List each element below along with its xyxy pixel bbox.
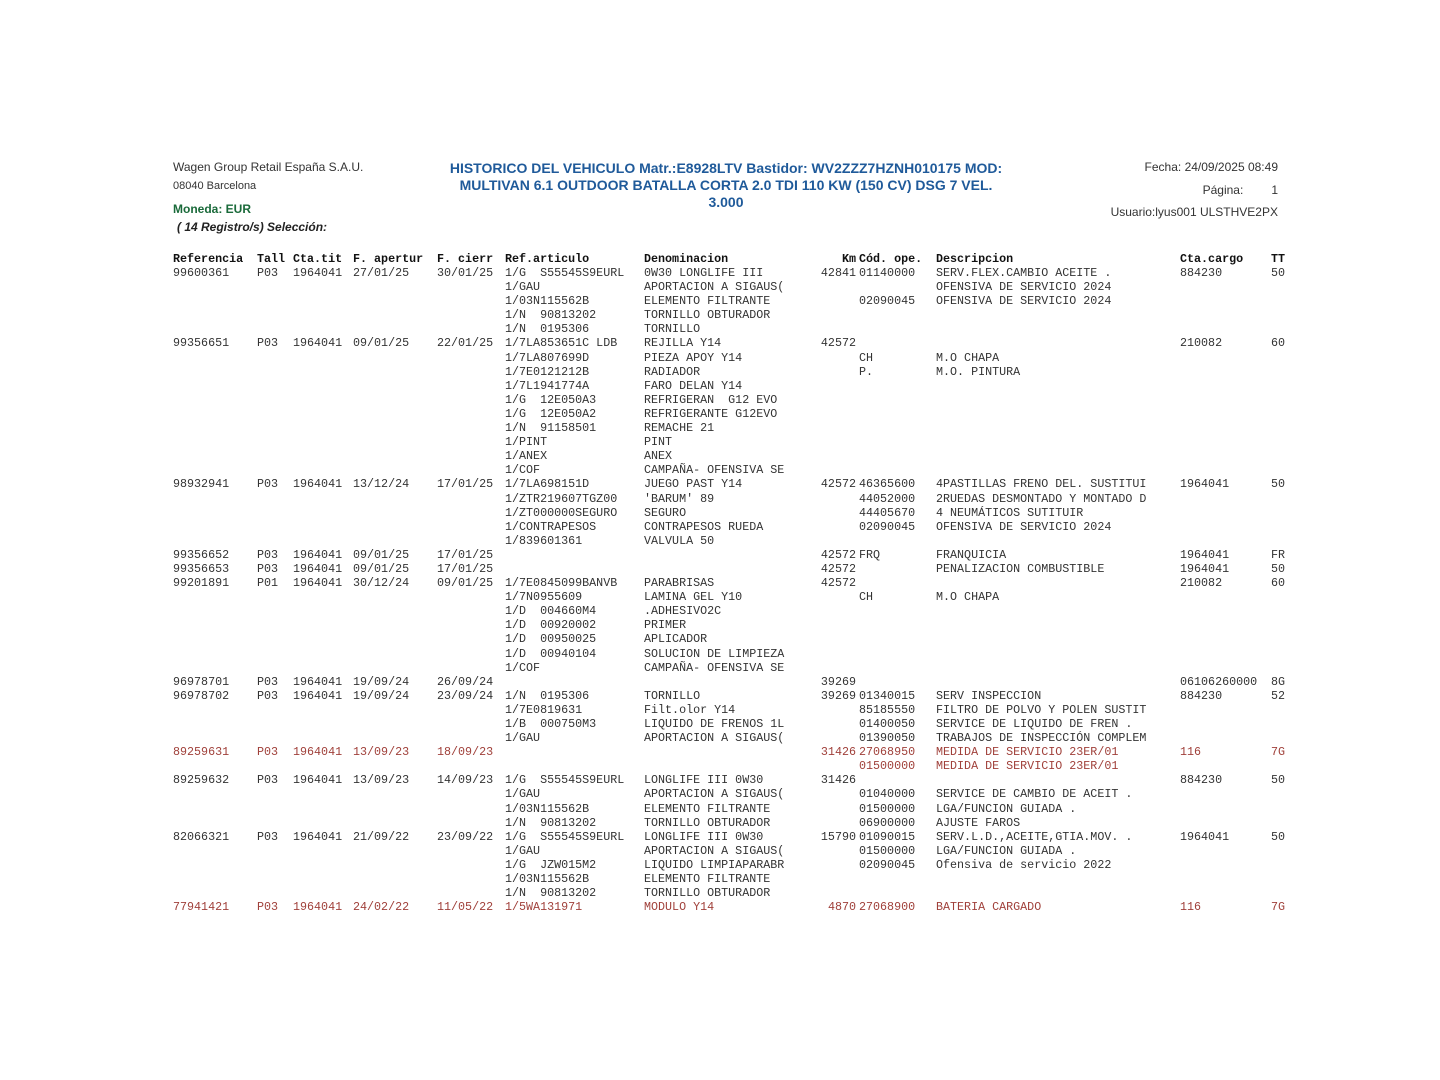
page-number: 1 bbox=[1271, 183, 1278, 197]
cell-fecha-cierre: 17/01/25 bbox=[437, 561, 494, 576]
cell-taller: P03 bbox=[257, 547, 279, 562]
cell-referencia: 89259631 bbox=[173, 745, 230, 760]
cell-km: 39269 bbox=[820, 674, 856, 689]
cell-codigo-operacion: 46365600 bbox=[859, 477, 916, 492]
cell-km: 31426 bbox=[820, 745, 856, 760]
cell-descripcion: OFENSIVA DE SERVICIO 2024 bbox=[936, 280, 1112, 295]
table-row bbox=[0, 844, 1440, 858]
table-row bbox=[0, 294, 1440, 308]
table-row bbox=[0, 703, 1440, 717]
cell-ref-articulo: 1/G S55545S9EURL bbox=[505, 829, 625, 844]
cell-descripcion: 4 NEUMÁTICOS SUTITUIR bbox=[936, 505, 1084, 520]
table-row bbox=[0, 308, 1440, 322]
cell-ref-articulo: 1/GAU bbox=[505, 843, 541, 858]
cell-ref-articulo: 1/GAU bbox=[505, 280, 541, 295]
table-row bbox=[0, 830, 1440, 844]
cell-km: 42572 bbox=[820, 477, 856, 492]
cell-referencia: 99356652 bbox=[173, 547, 230, 562]
cell-codigo-operacion: 44405670 bbox=[859, 505, 916, 520]
cell-ref-articulo: 1/PINT bbox=[505, 435, 548, 450]
cell-ref-articulo: 1/G 12E050A3 bbox=[505, 392, 597, 407]
cell-ref-articulo: 1/COF bbox=[505, 660, 541, 675]
cell-codigo-operacion: CH bbox=[859, 350, 874, 365]
cell-denominacion: Filt.olor Y14 bbox=[644, 702, 736, 717]
cell-descripcion: 4PASTILLAS FRENO DEL. SUSTITUI bbox=[936, 477, 1147, 492]
cell-denominacion: TORNILLO OBTURADOR bbox=[644, 886, 771, 901]
cell-tt: 52 bbox=[1271, 688, 1286, 703]
cell-ref-articulo: 1/ZTR219607TGZ00 bbox=[505, 491, 618, 506]
cell-tt: 50 bbox=[1271, 773, 1286, 788]
cell-taller: P03 bbox=[257, 745, 279, 760]
cell-ref-articulo: 1/COF bbox=[505, 463, 541, 478]
cell-denominacion: JUEGO PAST Y14 bbox=[644, 477, 743, 492]
cell-codigo-operacion: 44052000 bbox=[859, 491, 916, 506]
cell-fecha-cierre: 23/09/24 bbox=[437, 688, 494, 703]
cell-ref-articulo: 1/7L1941774A bbox=[505, 378, 590, 393]
cell-codigo-operacion: 01500000 bbox=[859, 801, 916, 816]
table-row bbox=[0, 661, 1440, 675]
cell-fecha-apertura: 09/01/25 bbox=[353, 561, 410, 576]
cell-tt: 50 bbox=[1271, 829, 1286, 844]
cell-ref-articulo: 1/ZT000000SEGURO bbox=[505, 505, 618, 520]
cell-denominacion: REFRIGERANTE G12EVO bbox=[644, 406, 778, 421]
cell-descripcion: LGA/FUNCION GUIADA . bbox=[936, 801, 1077, 816]
report-date: Fecha: 24/09/2025 08:49 bbox=[1144, 160, 1278, 174]
cell-referencia: 96978701 bbox=[173, 674, 230, 689]
report-title-line3: 3.000 bbox=[708, 194, 744, 210]
table-row bbox=[0, 351, 1440, 365]
cell-ref-articulo: 1/7LA853651C LDB bbox=[505, 336, 618, 351]
table-row bbox=[0, 787, 1440, 801]
cell-fecha-apertura: 13/09/23 bbox=[353, 745, 410, 760]
cell-denominacion: LAMINA GEL Y10 bbox=[644, 590, 743, 605]
company-city: 08040 Barcelona bbox=[173, 180, 257, 192]
cell-denominacion: ELEMENTO FILTRANTE bbox=[644, 801, 771, 816]
cell-referencia: 99356653 bbox=[173, 561, 230, 576]
cell-denominacion: TORNILLO OBTURADOR bbox=[644, 308, 771, 323]
table-row bbox=[0, 858, 1440, 872]
cell-ref-articulo: 1/CONTRAPESOS bbox=[505, 519, 597, 534]
cell-denominacion: FARO DELAN Y14 bbox=[644, 378, 743, 393]
report-title bbox=[436, 160, 1016, 211]
cell-referencia: 82066321 bbox=[173, 829, 230, 844]
cell-taller: P03 bbox=[257, 674, 279, 689]
cell-codigo-operacion: CH bbox=[859, 590, 874, 605]
cell-denominacion: ELEMENTO FILTRANTE bbox=[644, 872, 771, 887]
cell-cta-cargo: 116 bbox=[1180, 745, 1202, 760]
cell-cta-cargo: 06106260000 bbox=[1180, 674, 1258, 689]
table-row bbox=[0, 900, 1440, 914]
cell-ref-articulo: 1/7E0121212B bbox=[505, 364, 590, 379]
table-row bbox=[0, 365, 1440, 379]
table-row bbox=[0, 463, 1440, 477]
col-fecha-cierre: F. cierr bbox=[437, 252, 494, 266]
cell-descripcion: M.O. PINTURA bbox=[936, 364, 1021, 379]
cell-ref-articulo: 1/03N115562B bbox=[505, 294, 590, 309]
cell-descripcion: OFENSIVA DE SERVICIO 2024 bbox=[936, 294, 1112, 309]
table-row bbox=[0, 280, 1440, 294]
table-row bbox=[0, 477, 1440, 491]
cell-ref-articulo: 1/7N0955609 bbox=[505, 590, 583, 605]
cell-ref-articulo: 1/N 91158501 bbox=[505, 421, 597, 436]
cell-ref-articulo: 1/ANEX bbox=[505, 449, 548, 464]
cell-taller: P01 bbox=[257, 576, 279, 591]
cell-descripcion: 2RUEDAS DESMONTADO Y MONTADO D bbox=[936, 491, 1147, 506]
cell-cta-cargo: 210082 bbox=[1180, 336, 1223, 351]
cell-denominacion: PIEZA APOY Y14 bbox=[644, 350, 743, 365]
col-fecha-apertura: F. apertur bbox=[353, 252, 424, 266]
table-row bbox=[0, 266, 1440, 280]
cell-referencia: 96978702 bbox=[173, 688, 230, 703]
cell-descripcion: MEDIDA DE SERVICIO 23ER/01 bbox=[936, 759, 1119, 774]
cell-denominacion: ELEMENTO FILTRANTE bbox=[644, 294, 771, 309]
cell-fecha-cierre: 14/09/23 bbox=[437, 773, 494, 788]
cell-descripcion: BATERIA CARGADO bbox=[936, 900, 1042, 915]
cell-cta-cargo: 116 bbox=[1180, 900, 1202, 915]
cell-denominacion: APORTACION A SIGAUS( bbox=[644, 280, 785, 295]
cell-referencia: 99600361 bbox=[173, 266, 230, 280]
cell-denominacion: VALVULA 50 bbox=[644, 533, 715, 548]
cell-descripcion: SERVICE DE CAMBIO DE ACEIT . bbox=[936, 787, 1133, 802]
cell-cta-cargo: 884230 bbox=[1180, 266, 1223, 280]
cell-fecha-apertura: 30/12/24 bbox=[353, 576, 410, 591]
cell-ref-articulo: 1/GAU bbox=[505, 787, 541, 802]
cell-taller: P03 bbox=[257, 688, 279, 703]
table-row bbox=[0, 872, 1440, 886]
user-info: Usuario:lyus001 ULSTHVE2PX bbox=[1110, 205, 1278, 219]
cell-denominacion: LIQUIDO DE FRENOS 1L bbox=[644, 717, 785, 731]
cell-denominacion: .ADHESIVO2C bbox=[644, 604, 722, 619]
table-row bbox=[0, 421, 1440, 435]
cell-ref-articulo: 1/G S55545S9EURL bbox=[505, 266, 625, 280]
cell-tt: 60 bbox=[1271, 336, 1286, 351]
cell-denominacion: 'BARUM' 89 bbox=[644, 491, 715, 506]
cell-cta-titular: 1964041 bbox=[293, 266, 343, 280]
cell-denominacion: LONGLIFE III 0W30 bbox=[644, 773, 764, 788]
table-row bbox=[0, 492, 1440, 506]
cell-descripcion: PENALIZACION COMBUSTIBLE bbox=[936, 561, 1105, 576]
cell-descripcion: SERV.FLEX.CAMBIO ACEITE . bbox=[936, 266, 1112, 280]
report-title-line2: MULTIVAN 6.1 OUTDOOR BATALLA CORTA 2.0 TDI 110 KW (150 CV) DSG 7 VEL. bbox=[459, 177, 993, 193]
table-row bbox=[0, 886, 1440, 900]
cell-taller: P03 bbox=[257, 900, 279, 915]
table-row bbox=[0, 534, 1440, 548]
cell-fecha-cierre: 17/01/25 bbox=[437, 477, 494, 492]
page-label: Página: bbox=[1202, 183, 1244, 197]
cell-codigo-operacion: 85185550 bbox=[859, 702, 916, 717]
cell-km: 42572 bbox=[820, 547, 856, 562]
cell-cta-titular: 1964041 bbox=[293, 745, 343, 760]
col-cta-cargo: Cta.cargo bbox=[1180, 252, 1244, 266]
cell-denominacion: PRIMER bbox=[644, 618, 687, 633]
cell-tt: 50 bbox=[1271, 477, 1286, 492]
cell-denominacion: TORNILLO bbox=[644, 322, 701, 337]
cell-descripcion: SERV INSPECCION bbox=[936, 688, 1042, 703]
cell-fecha-apertura: 24/02/22 bbox=[353, 900, 410, 915]
cell-km: 42841 bbox=[820, 266, 856, 280]
cell-ref-articulo: 1/G 12E050A2 bbox=[505, 406, 597, 421]
cell-tt: 7G bbox=[1271, 900, 1286, 915]
cell-descripcion: FILTRO DE POLVO Y POLEN SUSTIT bbox=[936, 702, 1147, 717]
cell-fecha-cierre: 11/05/22 bbox=[437, 900, 494, 915]
table-row bbox=[0, 745, 1440, 759]
cell-codigo-operacion: 01400050 bbox=[859, 717, 916, 731]
cell-cta-titular: 1964041 bbox=[293, 900, 343, 915]
cell-referencia: 77941421 bbox=[173, 900, 230, 915]
col-tt: TT bbox=[1271, 252, 1286, 266]
table-row bbox=[0, 689, 1440, 703]
cell-tt: FR bbox=[1271, 547, 1286, 562]
table-row bbox=[0, 435, 1440, 449]
cell-codigo-operacion: 02090045 bbox=[859, 294, 916, 309]
cell-cta-cargo: 884230 bbox=[1180, 688, 1223, 703]
cell-km: 39269 bbox=[820, 688, 856, 703]
table-row bbox=[0, 393, 1440, 407]
col-referencia: Referencia bbox=[173, 252, 244, 266]
cell-descripcion: Ofensiva de servicio 2022 bbox=[936, 857, 1112, 872]
cell-tt: 60 bbox=[1271, 576, 1286, 591]
table-row bbox=[0, 604, 1440, 618]
cell-descripcion: SERVICE DE LIQUIDO DE FREN . bbox=[936, 717, 1133, 731]
cell-descripcion: TRABAJOS DE INSPECCIÓN COMPLEM bbox=[936, 731, 1147, 746]
table-row bbox=[0, 407, 1440, 421]
cell-descripcion: OFENSIVA DE SERVICIO 2024 bbox=[936, 519, 1112, 534]
table-row bbox=[0, 336, 1440, 350]
table-row bbox=[0, 816, 1440, 830]
cell-cta-cargo: 884230 bbox=[1180, 773, 1223, 788]
cell-fecha-apertura: 27/01/25 bbox=[353, 266, 410, 280]
cell-denominacion: PARABRISAS bbox=[644, 576, 715, 591]
cell-denominacion: TORNILLO bbox=[644, 688, 701, 703]
cell-fecha-apertura: 21/09/22 bbox=[353, 829, 410, 844]
currency-label: Moneda: EUR bbox=[173, 202, 251, 216]
col-cta-titular: Cta.tit bbox=[293, 252, 343, 266]
cell-fecha-apertura: 09/01/25 bbox=[353, 547, 410, 562]
cell-cta-titular: 1964041 bbox=[293, 773, 343, 788]
cell-codigo-operacion: 01390050 bbox=[859, 731, 916, 746]
cell-fecha-apertura: 13/09/23 bbox=[353, 773, 410, 788]
cell-denominacion: APORTACION A SIGAUS( bbox=[644, 731, 785, 746]
cell-fecha-cierre: 23/09/22 bbox=[437, 829, 494, 844]
cell-tt: 50 bbox=[1271, 266, 1286, 280]
cell-km: 42572 bbox=[820, 561, 856, 576]
table-row bbox=[0, 548, 1440, 562]
cell-denominacion: REMACHE 21 bbox=[644, 421, 715, 436]
cell-ref-articulo: 1/G S55545S9EURL bbox=[505, 773, 625, 788]
cell-denominacion: APORTACION A SIGAUS( bbox=[644, 787, 785, 802]
table-row bbox=[0, 647, 1440, 661]
cell-denominacion: SEGURO bbox=[644, 505, 687, 520]
cell-fecha-cierre: 22/01/25 bbox=[437, 336, 494, 351]
cell-cta-cargo: 1964041 bbox=[1180, 477, 1230, 492]
company-name: Wagen Group Retail España S.A.U. bbox=[173, 160, 364, 174]
cell-fecha-apertura: 19/09/24 bbox=[353, 688, 410, 703]
cell-taller: P03 bbox=[257, 561, 279, 576]
cell-cta-cargo: 1964041 bbox=[1180, 547, 1230, 562]
cell-ref-articulo: 1/D 00950025 bbox=[505, 632, 597, 647]
cell-codigo-operacion: 01090015 bbox=[859, 829, 916, 844]
cell-cta-titular: 1964041 bbox=[293, 829, 343, 844]
cell-denominacion: CONTRAPESOS RUEDA bbox=[644, 519, 764, 534]
cell-ref-articulo: 1/N 90813202 bbox=[505, 886, 597, 901]
cell-cta-titular: 1964041 bbox=[293, 336, 343, 351]
table-row bbox=[0, 576, 1440, 590]
cell-denominacion: REFRIGERAN G12 EVO bbox=[644, 392, 778, 407]
cell-ref-articulo: 1/D 00940104 bbox=[505, 646, 597, 661]
cell-denominacion: CAMPAÑA- OFENSIVA SE bbox=[644, 463, 785, 478]
table-row bbox=[0, 759, 1440, 773]
cell-fecha-apertura: 19/09/24 bbox=[353, 674, 410, 689]
cell-denominacion: ANEX bbox=[644, 449, 673, 464]
table-row bbox=[0, 506, 1440, 520]
cell-cta-titular: 1964041 bbox=[293, 547, 343, 562]
cell-ref-articulo: 1/D 004660M4 bbox=[505, 604, 597, 619]
col-codigo-operacion: Cód. ope. bbox=[859, 252, 923, 266]
cell-fecha-cierre: 30/01/25 bbox=[437, 266, 494, 280]
page-indicator bbox=[1203, 183, 1278, 197]
table-row bbox=[0, 590, 1440, 604]
cell-ref-articulo: 1/N 0195306 bbox=[505, 688, 590, 703]
cell-codigo-operacion: 01500000 bbox=[859, 759, 916, 774]
cell-ref-articulo: 1/7E0819631 bbox=[505, 702, 583, 717]
cell-denominacion: MODULO Y14 bbox=[644, 900, 715, 915]
cell-tt: 50 bbox=[1271, 561, 1286, 576]
col-ref-articulo: Ref.articulo bbox=[505, 252, 590, 266]
cell-descripcion: SERV.L.D.,ACEITE,GTIA.MOV. . bbox=[936, 829, 1133, 844]
cell-cta-titular: 1964041 bbox=[293, 576, 343, 591]
cell-referencia: 98932941 bbox=[173, 477, 230, 492]
cell-ref-articulo: 1/839601361 bbox=[505, 533, 583, 548]
table-header bbox=[0, 252, 1440, 266]
cell-fecha-cierre: 17/01/25 bbox=[437, 547, 494, 562]
cell-referencia: 89259632 bbox=[173, 773, 230, 788]
cell-ref-articulo: 1/GAU bbox=[505, 731, 541, 746]
table-row bbox=[0, 379, 1440, 393]
cell-descripcion: AJUSTE FAROS bbox=[936, 815, 1021, 830]
cell-cta-titular: 1964041 bbox=[293, 688, 343, 703]
cell-tt: 7G bbox=[1271, 745, 1286, 760]
cell-fecha-cierre: 26/09/24 bbox=[437, 674, 494, 689]
table-row bbox=[0, 717, 1440, 731]
history-table-body bbox=[0, 266, 1440, 914]
cell-cta-cargo: 210082 bbox=[1180, 576, 1223, 591]
cell-denominacion: PINT bbox=[644, 435, 673, 450]
table-row bbox=[0, 322, 1440, 336]
report-title-line1: HISTORICO DEL VEHICULO Matr.:E8928LTV Bastidor: WV2ZZZ7HZNH010175 MOD: bbox=[449, 160, 1003, 176]
table-row bbox=[0, 802, 1440, 816]
cell-km: 15790 bbox=[820, 829, 856, 844]
cell-km: 31426 bbox=[820, 773, 856, 788]
cell-referencia: 99201891 bbox=[173, 576, 230, 591]
col-denominacion: Denominacion bbox=[644, 252, 729, 266]
cell-codigo-operacion: 27068950 bbox=[859, 745, 916, 760]
cell-km: 4870 bbox=[827, 900, 856, 915]
cell-codigo-operacion: 02090045 bbox=[859, 519, 916, 534]
cell-ref-articulo: 1/03N115562B bbox=[505, 872, 590, 887]
cell-ref-articulo: 1/7LA807699D bbox=[505, 350, 590, 365]
cell-descripcion: MEDIDA DE SERVICIO 23ER/01 bbox=[936, 745, 1119, 760]
cell-denominacion: 0W30 LONGLIFE III bbox=[644, 266, 764, 280]
cell-codigo-operacion: 27068900 bbox=[859, 900, 916, 915]
cell-ref-articulo: 1/03N115562B bbox=[505, 801, 590, 816]
cell-codigo-operacion: 06900000 bbox=[859, 815, 916, 830]
cell-ref-articulo: 1/7E0845099BANVB bbox=[505, 576, 618, 591]
cell-codigo-operacion: 02090045 bbox=[859, 857, 916, 872]
cell-codigo-operacion: 01140000 bbox=[859, 266, 916, 280]
cell-fecha-apertura: 13/12/24 bbox=[353, 477, 410, 492]
table-row bbox=[0, 520, 1440, 534]
cell-cta-cargo: 1964041 bbox=[1180, 561, 1230, 576]
selection-label: ( 14 Registro/s) Selección: bbox=[177, 220, 328, 234]
cell-ref-articulo: 1/N 90813202 bbox=[505, 308, 597, 323]
table-row bbox=[0, 632, 1440, 646]
cell-ref-articulo: 1/G JZW015M2 bbox=[505, 857, 597, 872]
cell-denominacion: APLICADOR bbox=[644, 632, 708, 647]
cell-referencia: 99356651 bbox=[173, 336, 230, 351]
cell-taller: P03 bbox=[257, 773, 279, 788]
cell-codigo-operacion: 01500000 bbox=[859, 843, 916, 858]
cell-ref-articulo: 1/D 00920002 bbox=[505, 618, 597, 633]
cell-tt: 8G bbox=[1271, 674, 1286, 689]
cell-fecha-apertura: 09/01/25 bbox=[353, 336, 410, 351]
col-taller: Tall bbox=[257, 252, 286, 266]
table-row bbox=[0, 562, 1440, 576]
cell-fecha-cierre: 18/09/23 bbox=[437, 745, 494, 760]
cell-denominacion: LIQUIDO LIMPIAPARABR bbox=[644, 857, 785, 872]
cell-denominacion: TORNILLO OBTURADOR bbox=[644, 815, 771, 830]
cell-km: 42572 bbox=[820, 336, 856, 351]
cell-denominacion: CAMPAÑA- OFENSIVA SE bbox=[644, 660, 785, 675]
col-descripcion: Descripcion bbox=[936, 252, 1014, 266]
cell-cta-cargo: 1964041 bbox=[1180, 829, 1230, 844]
cell-codigo-operacion: 01040000 bbox=[859, 787, 916, 802]
cell-codigo-operacion: FRQ bbox=[859, 547, 881, 562]
cell-ref-articulo: 1/N 90813202 bbox=[505, 815, 597, 830]
cell-ref-articulo: 1/B 000750M3 bbox=[505, 717, 597, 731]
cell-km: 42572 bbox=[820, 576, 856, 591]
cell-ref-articulo: 1/5WA131971 bbox=[505, 900, 583, 915]
cell-ref-articulo: 1/7LA698151D bbox=[505, 477, 590, 492]
table-row bbox=[0, 618, 1440, 632]
cell-denominacion: RADIADOR bbox=[644, 364, 701, 379]
cell-descripcion: LGA/FUNCION GUIADA . bbox=[936, 843, 1077, 858]
table-row bbox=[0, 731, 1440, 745]
col-km: Km bbox=[841, 252, 856, 266]
cell-denominacion: LONGLIFE III 0W30 bbox=[644, 829, 764, 844]
cell-fecha-cierre: 09/01/25 bbox=[437, 576, 494, 591]
cell-cta-titular: 1964041 bbox=[293, 561, 343, 576]
cell-denominacion: SOLUCION DE LIMPIEZA bbox=[644, 646, 785, 661]
cell-taller: P03 bbox=[257, 477, 279, 492]
cell-descripcion: M.O CHAPA bbox=[936, 350, 1000, 365]
cell-taller: P03 bbox=[257, 829, 279, 844]
cell-denominacion: APORTACION A SIGAUS( bbox=[644, 843, 785, 858]
cell-codigo-operacion: 01340015 bbox=[859, 688, 916, 703]
cell-denominacion: REJILLA Y14 bbox=[644, 336, 722, 351]
cell-codigo-operacion: P. bbox=[859, 364, 874, 379]
table-row bbox=[0, 449, 1440, 463]
cell-descripcion: M.O CHAPA bbox=[936, 590, 1000, 605]
cell-taller: P03 bbox=[257, 336, 279, 351]
cell-cta-titular: 1964041 bbox=[293, 477, 343, 492]
table-row bbox=[0, 675, 1440, 689]
cell-ref-articulo: 1/N 0195306 bbox=[505, 322, 590, 337]
cell-cta-titular: 1964041 bbox=[293, 674, 343, 689]
table-row bbox=[0, 773, 1440, 787]
cell-taller: P03 bbox=[257, 266, 279, 280]
cell-descripcion: FRANQUICIA bbox=[936, 547, 1007, 562]
